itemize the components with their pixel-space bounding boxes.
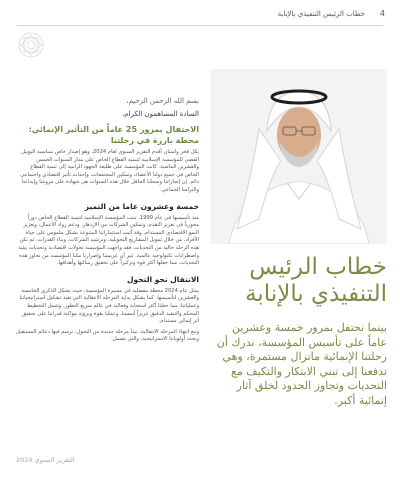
main-title: خطاب الرئيس التنفيذي بالإنابة bbox=[245, 254, 387, 307]
ceo-portrait bbox=[211, 69, 387, 244]
letter-column bbox=[15, 96, 199, 347]
header-title: خطاب الرئيس التنفيذي بالإنابة bbox=[277, 10, 365, 18]
address-line: السادة المساهمون الكرام، bbox=[121, 110, 199, 118]
ornament-icon bbox=[16, 30, 46, 60]
section-heading-anniversary: الاحتفال بمرور 25 عاماً من التأثير الإنمائي: محطة بارزة في رحلتنا bbox=[28, 125, 199, 145]
paragraph-history: منذ تأسيسها في عام 1999، تبنت المؤسسة الإسلامية لتنمية القطاع الخاص دوراً محورياً في تعزيز التقدم، وتمكين الشركات من الازدهار، ودعم رواد الأعمال، وتعزيز النمو الاقتصادي المستدام. وقد أثبت استثماراتنا المتنوعة بشكل ملموس على حياة الأفراد، من خلال تمويل المشاريع التحويلية، وترشيد الشركات، وبناء القدرات. ثم تكن هذه الرحلة خالية من التحديات، فقد واجهت المؤسسة تحولات اقتصادية وتحديات بيئية واضطرابات تكنولوجية عالمية. غير أن عزيمتنا وإصرارنا مكنا المؤسسة من تجاوز هذه التحديات، مما جعلها أكثر قوة وتركيزاً على تحقيق رسالتها وأهدافها. bbox=[18, 214, 199, 267]
section-heading-transition: الانتقال نحو التحول bbox=[127, 274, 199, 284]
page-header bbox=[0, 9, 400, 23]
header-divider bbox=[17, 25, 383, 26]
footer-text: التقرير السنوي 2024 bbox=[16, 456, 75, 464]
pull-quote: بينما نحتفل بمرور خمسة وعشرين عاماً على تأسيس المؤسسة، ندرك أن رحلتنا الإنمائية ماتزال مستمرة، وهي تدفعنا إلى تبني الابتكار والتكيف مع التحديات وتجاوز الحدود لخلق آثار إنمائية أكبر. bbox=[216, 321, 387, 407]
paragraph-transformation: ومع انتهاء المرحلة الانتقالية، نبدأ مرحلة جديدة من التحول، نرسم فيها دعائم المستقبل ونجدد أولوياتنا الاستراتيجية، والتي تشمل: bbox=[16, 328, 199, 343]
salutation: بسم الله الرحمن الرحيم، bbox=[126, 97, 199, 105]
paragraph-intro: بكل فخر وامتنان أقدم التقرير السنوي لعام 2024، وهو إصدار خاص بمناسبة اليوبيل الفضي للمؤسسة الإسلامية لتنمية القطاع الخاص على مدار السنوات الخمس والعشرين الماضية. كانت المؤسسة على طليعة الجهود الرامية إلى تنمية القطاع الخاص في جميع دولنا الأعضاء، وتمكين المجتمعات، وإحداث تأثير اقتصادي واجتماعي دائم. إن إنجازاتنا وسجلنا الحافل خلال هذه السنوات هي شهادة على مرونتنا وإبداعنا والتزامنا الجماعي. bbox=[20, 149, 199, 193]
section-heading-excellence: خمسة وعشرون عاما من التميز bbox=[84, 201, 199, 211]
paragraph-transition: يمثل عام 2024 محطة مفصلية في مسيرة المؤسسة، حيث يشكل الذكرى الخامسة والعشرين لتأسيسها. كما يشكل بداية المرحلة الانتقالية التي تعيد تشكيل استراتيجياتنا وعملياتنا، مما جعلنا أكثر استجابة وفعالية في عالم سريع التطور، وشمل التخطيط المحكم والتنفيذ الدقيق عزيزاً أسسنا، وعملنا بقوة وبرؤية مواكبة قدراتنا على تحقيق أثر إنمائي مستدام. bbox=[19, 287, 199, 325]
page-number: 4 bbox=[379, 9, 385, 18]
right-column bbox=[211, 69, 387, 408]
